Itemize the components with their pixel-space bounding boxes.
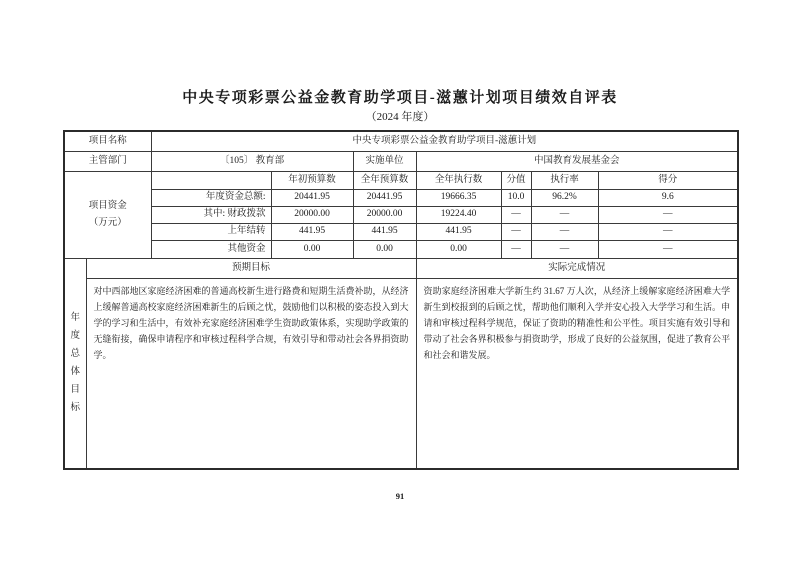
project-name-value: 中央专项彩票公益金教育助学项目-滋蕙计划	[151, 131, 738, 151]
funds-row-fiscal	[64, 206, 738, 223]
funds-row-total-initial-budget: 20441.95	[271, 189, 353, 206]
funds-row-fiscal-execution-rate: —	[531, 206, 598, 223]
funds-row-carryover-score: —	[598, 223, 738, 240]
funds-row-other-annual-budget: 0.00	[353, 240, 416, 258]
implementing-unit-value: 中国教育发展基金会	[416, 151, 738, 171]
funds-row-total-score-value: 10.0	[501, 189, 531, 206]
funds-row-carryover-annual-budget: 441.95	[353, 223, 416, 240]
funds-row-carryover-initial-budget: 441.95	[271, 223, 353, 240]
funds-row-carryover-label: 上年结转	[151, 223, 271, 240]
funds-row-other-score: —	[598, 240, 738, 258]
funds-row-fiscal-score-value: —	[501, 206, 531, 223]
funds-row-other-initial-budget: 0.00	[271, 240, 353, 258]
actual-completion-text: 资助家庭经济困难大学新生约 31.67 万人次，从经济上缓解家庭经济困难大学新生到校报到的后顾之忧，帮助他们顺利入学并安心投入大学学习和生活。申请和审核过程科学规范，保证了资助的精准性和公平性。项目实施有效引导和带动了社会各界积极参与捐资助学，形成了良好的公益氛围，促进了教育公平和社会和谐发展。	[416, 278, 738, 469]
funds-row-total-score: 9.6	[598, 189, 738, 206]
annual-goal-side-label-text: 年度总体目标	[70, 313, 80, 414]
goal-content-row	[64, 278, 738, 469]
goal-header-row	[64, 258, 738, 278]
funds-row-carryover	[64, 223, 738, 240]
funds-header-execution-rate: 执行率	[531, 171, 598, 189]
funds-header-row	[64, 171, 738, 189]
funds-header-annual-budget: 全年预算数	[353, 171, 416, 189]
funds-header-score: 得分	[598, 171, 738, 189]
document-subtitle: （2024 年度）	[365, 111, 435, 123]
expected-goal-header: 预期目标	[86, 258, 416, 278]
department-label: 主管部门	[64, 151, 151, 171]
annual-goal-side-label	[64, 258, 86, 469]
expected-goal-text: 对中西部地区家庭经济困难的普通高校新生进行路费和短期生活费补助，从经济上缓解普通高校家庭经济困难新生的后顾之忧，鼓励他们以积极的姿态投入到大学的学习和生活中，有效补充家庭经济困难学生资助政策体系，实现助学政策的无缝衔接，确保申请程序和审核过程科学合规，有效引导和带动社会各界捐资助学。	[86, 278, 416, 469]
evaluation-table	[63, 130, 739, 470]
project-name-label: 项目名称	[64, 131, 151, 151]
funds-row-fiscal-initial-budget: 20000.00	[271, 206, 353, 223]
funds-row-fiscal-score: —	[598, 206, 738, 223]
funds-row-carryover-annual-execution: 441.95	[416, 223, 501, 240]
funds-row-other	[64, 240, 738, 258]
funds-row-other-annual-execution: 0.00	[416, 240, 501, 258]
funds-row-other-score-value: —	[501, 240, 531, 258]
funds-header-annual-execution: 全年执行数	[416, 171, 501, 189]
funds-side-label-line1: 项目资金	[88, 200, 127, 211]
project-name-row	[64, 131, 738, 151]
funds-row-carryover-score-value: —	[501, 223, 531, 240]
funds-header-empty-cell	[151, 171, 271, 189]
funds-row-fiscal-annual-execution: 19224.40	[416, 206, 501, 223]
funds-row-carryover-execution-rate: —	[531, 223, 598, 240]
funds-row-total	[64, 189, 738, 206]
funds-row-other-label: 其他资金	[151, 240, 271, 258]
funds-row-total-execution-rate: 96.2%	[531, 189, 598, 206]
funds-row-other-execution-rate: —	[531, 240, 598, 258]
department-row	[64, 151, 738, 171]
implementing-unit-label: 实施单位	[353, 151, 416, 171]
funds-row-total-annual-execution: 19666.35	[416, 189, 501, 206]
funds-side-label	[64, 171, 151, 258]
funds-row-fiscal-annual-budget: 20000.00	[353, 206, 416, 223]
funds-row-total-label: 年度资金总额:	[151, 189, 271, 206]
page-number: 91	[395, 491, 405, 501]
funds-header-initial-budget: 年初预算数	[271, 171, 353, 189]
funds-side-label-line2: （万元）	[88, 217, 127, 228]
department-value: 〔105〕 教育部	[151, 151, 353, 171]
funds-row-fiscal-label: 其中: 财政拨款	[151, 206, 271, 223]
funds-header-score-value: 分值	[501, 171, 531, 189]
actual-completion-header: 实际完成情况	[416, 258, 738, 278]
funds-row-total-annual-budget: 20441.95	[353, 189, 416, 206]
document-title: 中央专项彩票公益金教育助学项目-滋蕙计划项目绩效自评表	[182, 90, 618, 106]
